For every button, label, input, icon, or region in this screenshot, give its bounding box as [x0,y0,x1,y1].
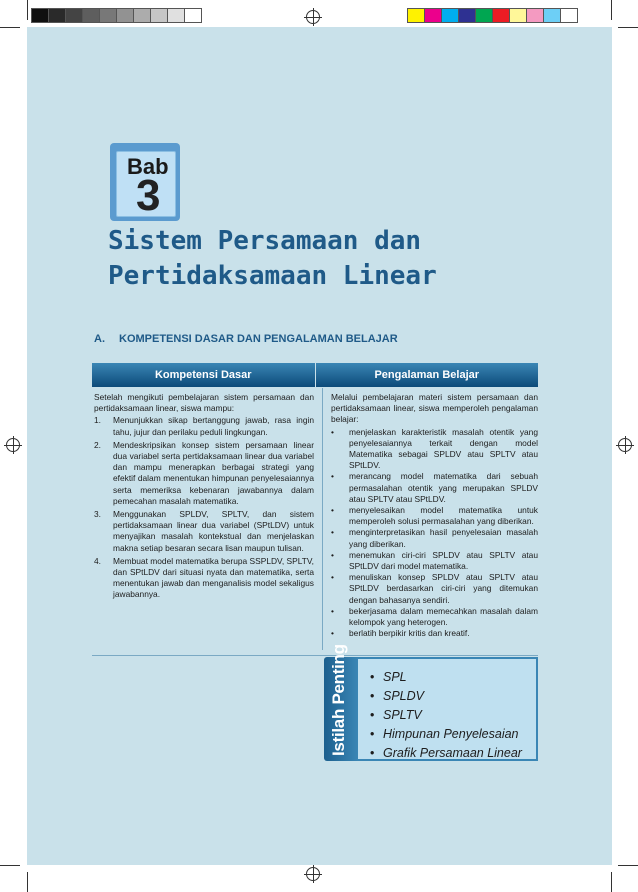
color-swatch [150,8,168,23]
bullet-icon: • [331,426,334,437]
pengalaman-list [331,427,538,640]
color-swatch [99,8,117,23]
registration-mark-bottom [306,867,320,881]
section-letter: A. [94,333,105,345]
table-header-kompetensi: Kompetensi Dasar [92,363,316,387]
bullet-icon: • [331,572,334,583]
crop-mark-top-left-h [0,27,20,28]
kompetensi-item-text: Menunjukkan sikap bertanggung jawab, rasa ingin tahu, jujur dan perilaku peduli lingkungan. [113,415,314,437]
color-swatch [441,8,459,23]
color-swatch [475,8,493,23]
pengalaman-intro: Melalui pembelajaran materi sistem persamaan dan pertidaksamaan linear, siswa memperoleh pengalaman belajar: [331,392,538,425]
kompetensi-dasar-column [94,392,314,603]
bullet-icon: • [331,605,334,616]
color-swatch [543,8,561,23]
color-swatch [407,8,425,23]
color-swatch [492,8,510,23]
color-swatch [82,8,100,23]
istilah-penting-list [370,668,522,763]
crop-mark-bottom-left-v [27,872,28,892]
pengalaman-item [331,628,538,639]
registration-mark-left [6,438,20,452]
color-swatch [31,8,49,23]
color-swatch [184,8,202,23]
pengalaman-item [331,606,538,628]
kompetensi-item [94,415,314,437]
color-swatch [167,8,185,23]
grayscale-color-bar [31,8,201,23]
pengalaman-item [331,550,538,572]
table-header-pengalaman: Pengalaman Belajar [374,369,480,381]
cmyk-color-bar [407,8,577,23]
chapter-badge [110,143,180,221]
kompetensi-item [94,509,314,554]
istilah-item: • Himpunan Penyelesaian [370,725,522,744]
kompetensi-item-number: 2. [94,439,101,450]
kompetensi-item-text: Menggunakan SPLDV, SPLTV, dan sistem pertidaksamaan linear dua variabel (SPtLDV) untuk menyajikan masalah kontekstual dan menjelaskan makna setiap besaran secara lisan maupun tulisan. [113,509,314,553]
color-swatch [458,8,476,23]
kompetensi-item-number: 4. [94,555,101,566]
istilah-item: • Grafik Persamaan Linear [370,744,522,763]
pengalaman-item-text: menjelaskan karakteristik masalah otentik yang penyelesaiannya terkait dengan model Matematika sebagai SPLDV atau SPLTV atau SPtLDV. [349,426,538,471]
color-swatch [65,8,83,23]
pengalaman-item-text: menemukan ciri-ciri SPLDV atau SPLTV atau SPtLDV dari model matematika. [349,549,538,572]
chapter-number: 3 [136,171,161,220]
crop-mark-top-right-h [618,27,638,28]
pengalaman-item [331,527,538,549]
kompetensi-item [94,556,314,601]
istilah-item: • SPL [370,668,522,687]
crop-mark-top-right-v [611,0,612,20]
table-bottom-rule [92,655,538,656]
crop-mark-bottom-left-h [0,865,20,866]
registration-mark-right [618,438,632,452]
crop-mark-top-left-v [27,0,28,20]
chapter-title [108,224,548,294]
bullet-icon: • [331,505,334,516]
kompetensi-intro: Setelah mengikuti pembelajaran sistem persamaan dan pertidaksamaan linear, siswa mampu: [94,392,314,414]
crop-mark-bottom-right-v [611,872,612,892]
pengalaman-item [331,427,538,472]
section-heading [94,333,398,345]
color-swatch [116,8,134,23]
pengalaman-item [331,505,538,527]
bullet-icon: • [331,628,334,639]
bullet-icon: • [331,471,334,482]
table-header [92,363,538,387]
registration-mark-top [306,10,320,24]
color-swatch [133,8,151,23]
color-swatch [526,8,544,23]
pengalaman-item-text: bekerjasama dalam memecahkan masalah dalam kelompok yang heterogen. [349,605,538,628]
pengalaman-item-text: menyelesaikan model matematika untuk memperoleh solusi permasalahan yang diberikan. [349,505,538,527]
istilah-item: • SPLTV [370,706,522,725]
pengalaman-belajar-column [331,392,538,639]
bullet-icon: • [331,549,334,560]
kompetensi-item-number: 3. [94,509,101,520]
pengalaman-item-text: merancang model matematika dari sebuah permasalahan otentik yang merupakan SPLDV atau SPLTV atau SPtLDV. [349,471,538,504]
pengalaman-item-text: menuliskan konsep SPLDV atau SPLTV atau SPtLDV berdasarkan ciri-ciri yang ditemukan dengan bahasanya sendiri. [349,572,538,605]
color-swatch [509,8,527,23]
color-swatch [424,8,442,23]
pengalaman-item-text: berlatih berpikir kritis dan kreatif. [349,628,470,639]
kompetensi-list [94,415,314,600]
kompetensi-item [94,440,314,507]
bullet-icon: • [331,527,334,538]
kompetensi-item-number: 1. [94,415,101,426]
section-heading-text: KOMPETENSI DASAR DAN PENGALAMAN BELAJAR [119,333,398,345]
kompetensi-item-text: Mendeskripsikan konsep sistem persamaan linear dua variabel serta pertidaksamaan linear dua variabel dan mampu menerapkan berbagai strategi yang efektif dalam menentukan himpunan penyelesaiannya serta memeriksa kebenaran jawabannya dalam pemecahan masalah matematika. [113,439,314,506]
kompetensi-item-text: Membuat model matematika berupa SSPLDV, SPLTV, dan SPtLDV dari situasi nyata dan matematika, serta menentukan jawab dan menganalisis model sekaligus jawabannya. [113,555,314,600]
pengalaman-item-text: menginterpretasikan hasil penyelesaian masalah yang diberikan. [349,527,538,549]
istilah-penting-label: Istilah Penting [329,644,348,756]
chapter-title-line-1: Sistem Persamaan dan [108,226,422,256]
pengalaman-item [331,471,538,505]
chapter-badge-inner [116,151,176,220]
column-divider [322,388,323,650]
crop-mark-bottom-right-h [618,865,638,866]
color-swatch [48,8,66,23]
istilah-item: • SPLDV [370,687,522,706]
color-swatch [560,8,578,23]
pengalaman-item [331,572,538,606]
chapter-title-line-2: Pertidaksamaan Linear [108,261,437,291]
chapter-label: Bab [127,154,169,179]
